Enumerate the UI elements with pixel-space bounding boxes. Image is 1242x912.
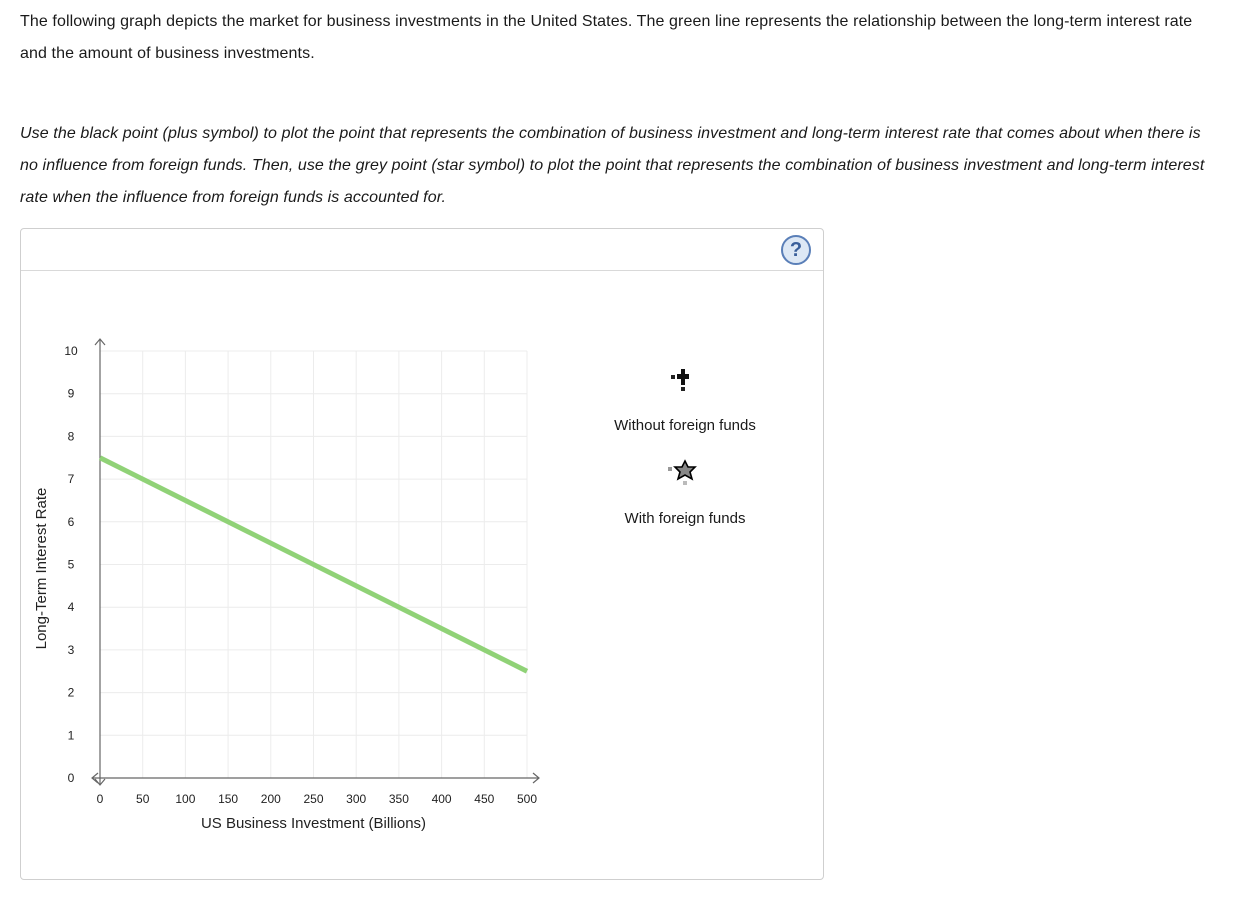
y-tick-label: 8 — [67, 429, 75, 444]
plus-point-marker[interactable] — [663, 369, 693, 395]
x-axis-label: US Business Investment (Billions) — [200, 815, 427, 832]
y-tick-label: 3 — [67, 642, 75, 657]
star-icon — [663, 459, 697, 489]
y-tick-label: 0 — [67, 771, 75, 785]
graph-widget — [20, 228, 824, 880]
star-point-marker[interactable] — [663, 459, 697, 489]
x-tick-label: 100 — [175, 792, 196, 806]
x-tick-label: 300 — [346, 792, 367, 806]
legend-label-without-foreign-funds: Without foreign funds — [614, 417, 756, 434]
x-tick-label: 500 — [516, 792, 538, 806]
x-tick-label: 450 — [474, 792, 495, 806]
x-tick-label: 250 — [303, 792, 324, 806]
y-tick-label: 1 — [67, 728, 75, 743]
x-tick-label: 0 — [96, 792, 104, 806]
help-icon: ? — [789, 238, 803, 261]
x-tick-label: 50 — [136, 792, 150, 806]
y-tick-label: 9 — [67, 386, 75, 401]
plus-icon — [663, 369, 693, 395]
x-tick-label: 150 — [218, 792, 239, 806]
investment-chart[interactable] — [21, 229, 825, 879]
y-tick-label: 2 — [67, 685, 75, 700]
y-tick-label: 7 — [67, 472, 75, 487]
x-tick-label: 400 — [431, 792, 452, 806]
y-tick-label: 6 — [67, 514, 75, 529]
x-tick-label: 350 — [388, 792, 409, 806]
y-tick-label: 4 — [67, 600, 75, 615]
y-axis-label: Long-Term Interest Rate — [33, 487, 50, 650]
y-tick-label: 5 — [67, 557, 75, 572]
x-tick-label: 200 — [260, 792, 281, 806]
instructions-text: Use the black point (plus symbol) to plot the point that represents the combination of business investment and long-term interest rate that comes about when there is no influence from foreign funds. Then, use the grey point (star symbol) to plot the point that represents the combination of business investment and long-term interest rate when the influence from foreign funds is accounted for. — [20, 125, 1205, 206]
y-tick-label: 10 — [64, 344, 78, 358]
intro-text: The following graph depicts the market for business investments in the United States. The green line represents the relationship between the long-term interest rate and the amount of business investments. — [20, 13, 1193, 62]
legend-label-with-foreign-funds: With foreign funds — [624, 510, 746, 527]
